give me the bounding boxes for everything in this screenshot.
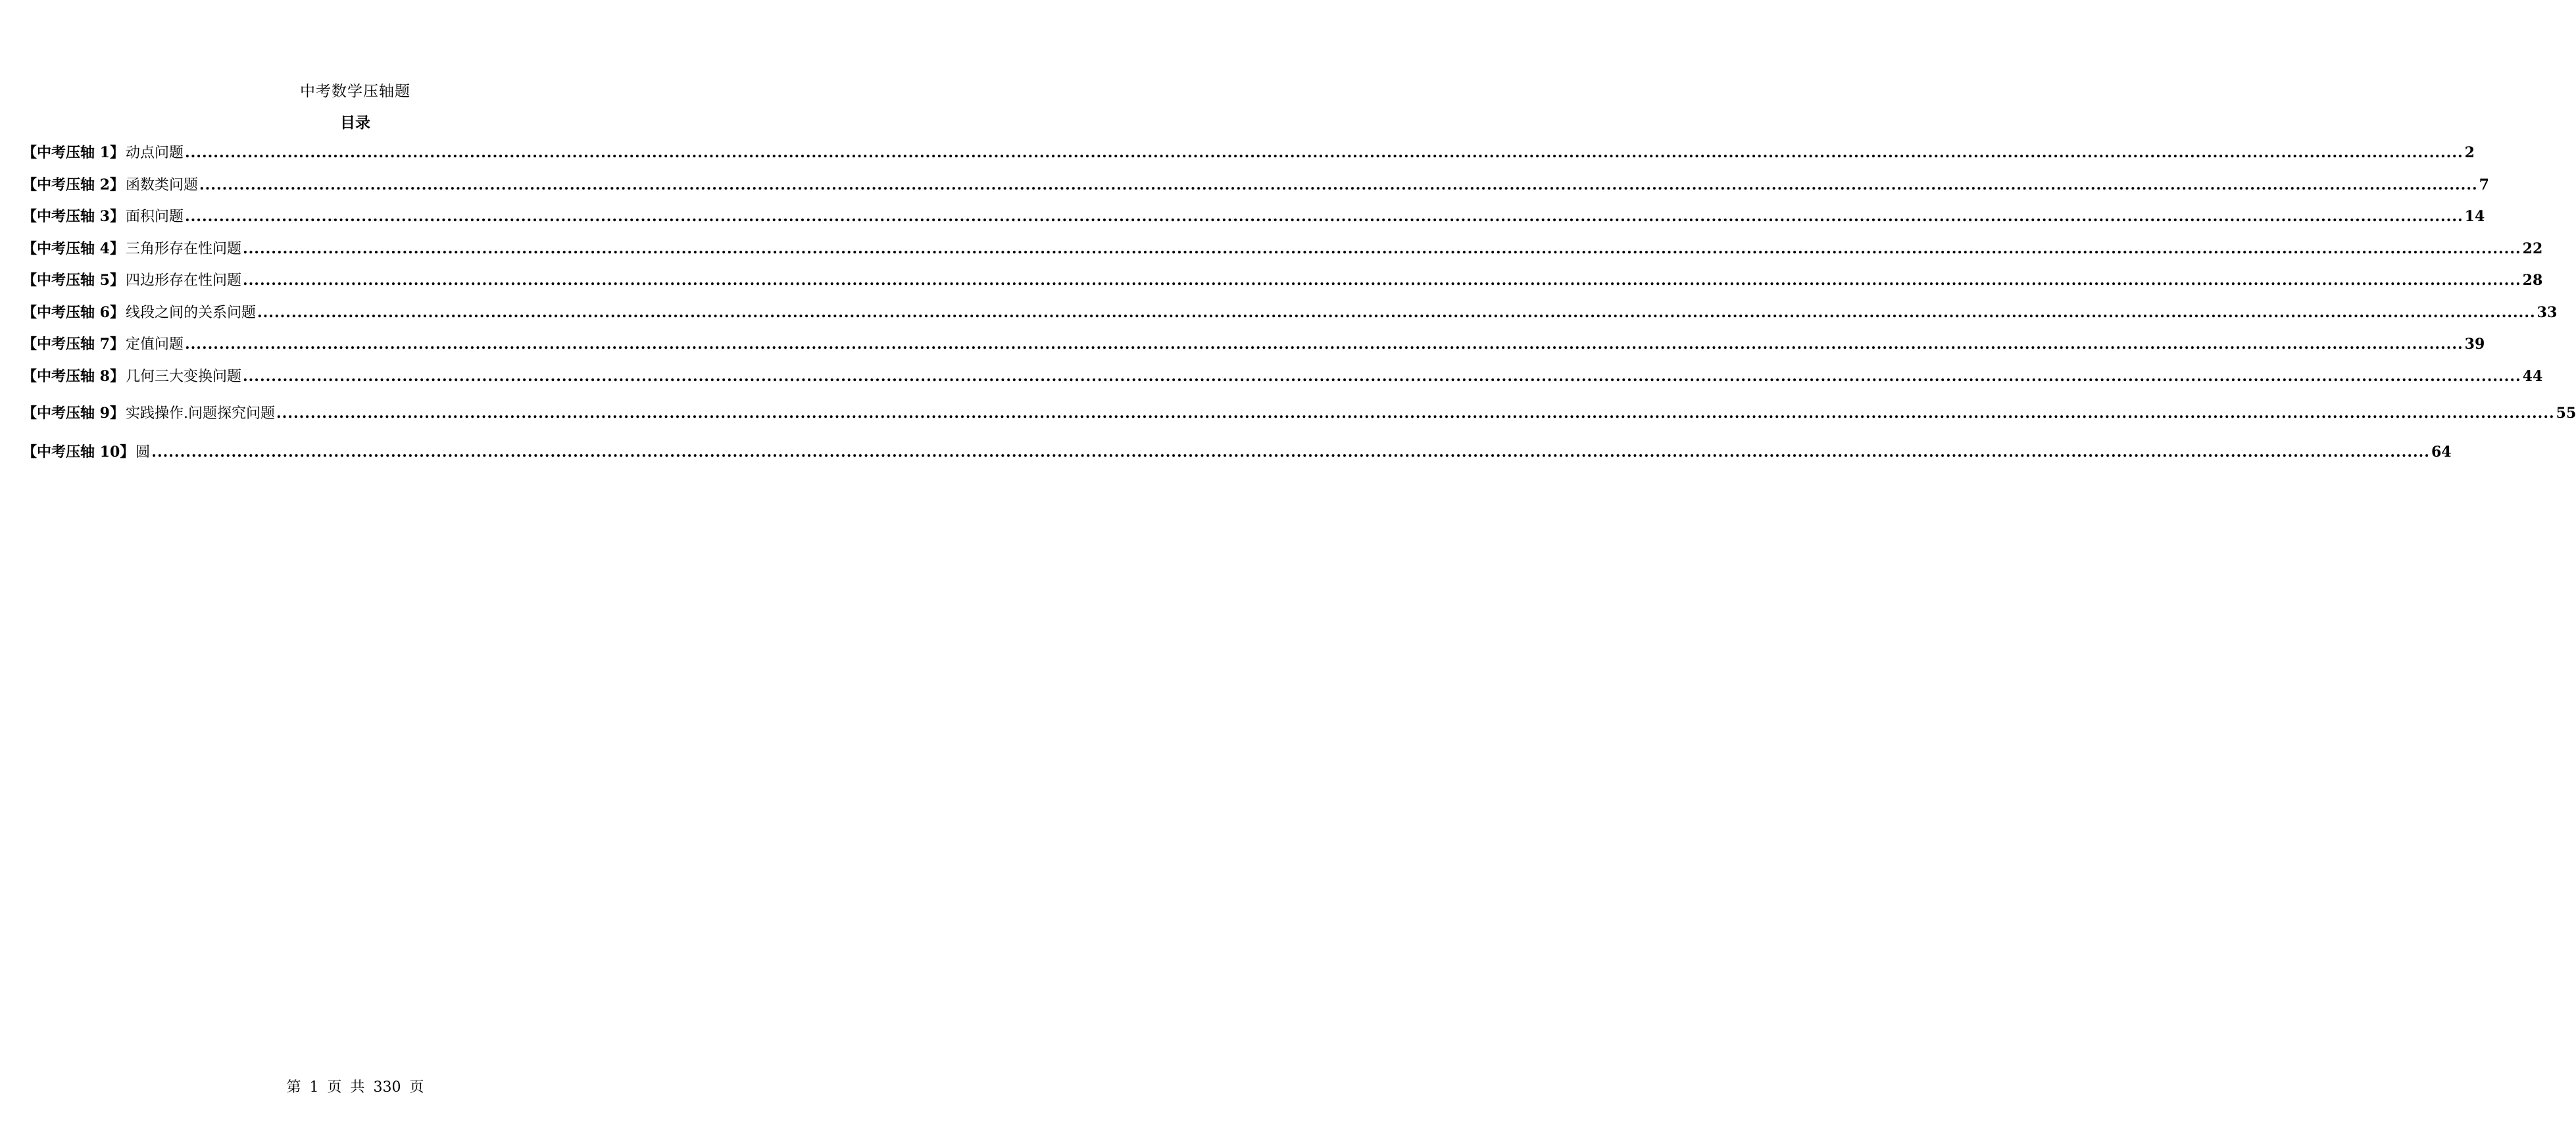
dot-leader: ................................................................................................................................................................................................................................................................................................................................................................................................................ xyxy=(257,303,2536,321)
toc-entry-5[interactable] xyxy=(22,270,2543,303)
dot-leader: ................................................................................................................................................................................................................................................................................................................................................................................................................ xyxy=(151,443,2430,461)
toc-entry-title: 圆 xyxy=(136,444,151,461)
toc-entry-9[interactable] xyxy=(22,403,2576,436)
page-footer: 第 1 页 共 330 页 xyxy=(286,1079,424,1096)
toc-entry-page: 14 xyxy=(2464,208,2485,225)
toc-entry-4[interactable] xyxy=(22,239,2543,271)
dot-leader: ................................................................................................................................................................................................................................................................................................................................................................................................................ xyxy=(242,272,2521,289)
toc-entry-page: 7 xyxy=(2479,176,2489,193)
dot-leader: ................................................................................................................................................................................................................................................................................................................................................................................................................ xyxy=(199,176,2478,193)
toc-entry-page: 33 xyxy=(2537,303,2558,321)
toc-entry-1[interactable] xyxy=(22,143,2475,175)
toc-entry-prefix: 【中考压轴 6】 xyxy=(22,303,124,321)
toc-entry-prefix: 【中考压轴 10】 xyxy=(22,443,135,461)
toc-entry-8[interactable] xyxy=(22,367,2543,399)
toc-entry-6[interactable] xyxy=(22,303,2558,335)
table-of-contents xyxy=(22,143,2576,474)
dot-leader: ................................................................................................................................................................................................................................................................................................................................................................................................................ xyxy=(242,367,2521,385)
toc-entry-page: 64 xyxy=(2431,443,2452,461)
toc-entry-title: 实践操作.问题探究问题 xyxy=(125,405,275,422)
toc-entry-prefix: 【中考压轴 3】 xyxy=(22,208,124,225)
toc-entry-title: 三角形存在性问题 xyxy=(125,240,241,257)
toc-entry-3[interactable] xyxy=(22,207,2485,239)
toc-entry-prefix: 【中考压轴 4】 xyxy=(22,240,124,257)
dot-leader: ................................................................................................................................................................................................................................................................................................................................................................................................................ xyxy=(242,240,2521,257)
toc-entry-prefix: 【中考压轴 1】 xyxy=(22,144,124,161)
dot-leader: ................................................................................................................................................................................................................................................................................................................................................................................................................ xyxy=(184,336,2464,353)
toc-entry-prefix: 【中考压轴 8】 xyxy=(22,367,124,385)
toc-entry-page: 44 xyxy=(2522,367,2543,385)
document-title: 中考数学压轴题 xyxy=(300,83,410,100)
toc-entry-title: 四边形存在性问题 xyxy=(125,272,241,289)
toc-entry-title: 线段之间的关系问题 xyxy=(125,304,256,321)
toc-entry-10[interactable] xyxy=(22,442,2452,474)
toc-entry-title: 面积问题 xyxy=(125,209,184,225)
toc-entry-page: 55 xyxy=(2556,405,2576,422)
toc-entry-7[interactable] xyxy=(22,334,2485,367)
toc-entry-title: 几何三大变换问题 xyxy=(125,368,241,385)
toc-entry-page: 22 xyxy=(2522,240,2543,257)
toc-heading: 目录 xyxy=(340,114,370,132)
toc-entry-2[interactable] xyxy=(22,175,2489,207)
toc-entry-prefix: 【中考压轴 5】 xyxy=(22,272,124,289)
toc-entry-title: 函数类问题 xyxy=(125,176,198,193)
dot-leader: ................................................................................................................................................................................................................................................................................................................................................................................................................ xyxy=(184,208,2464,225)
toc-entry-page: 39 xyxy=(2464,336,2485,353)
toc-entry-page: 28 xyxy=(2522,272,2543,289)
toc-entry-prefix: 【中考压轴 9】 xyxy=(22,405,124,422)
toc-entry-prefix: 【中考压轴 2】 xyxy=(22,176,124,193)
dot-leader: ................................................................................................................................................................................................................................................................................................................................................................................................................ xyxy=(276,405,2555,422)
toc-entry-title: 定值问题 xyxy=(125,336,184,353)
toc-entry-prefix: 【中考压轴 7】 xyxy=(22,336,124,353)
toc-entry-title: 动点问题 xyxy=(125,145,184,161)
toc-entry-page: 2 xyxy=(2464,144,2475,161)
dot-leader: ................................................................................................................................................................................................................................................................................................................................................................................................................ xyxy=(184,144,2464,161)
